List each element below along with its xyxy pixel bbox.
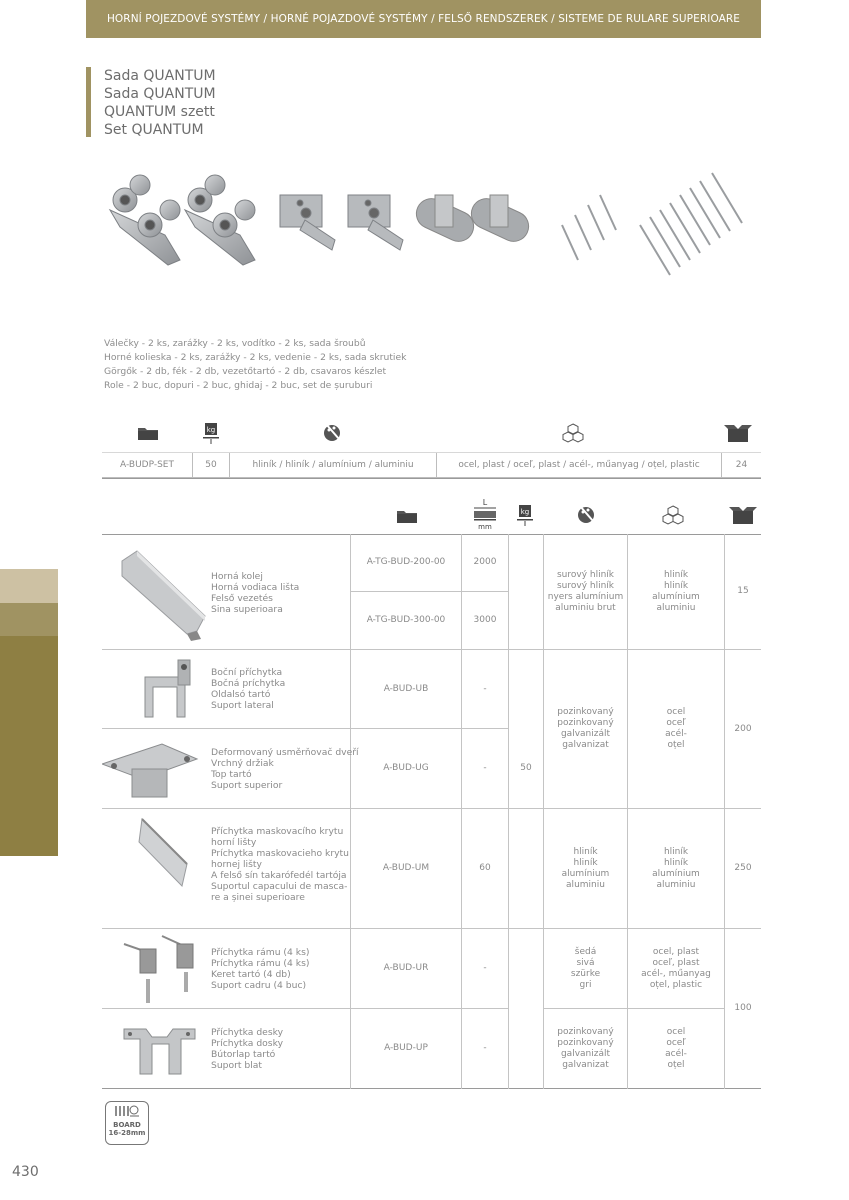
badge-label: BOARD (113, 1121, 141, 1129)
set-table (102, 453, 761, 478)
rail-names: Horná kolej Horná vodiaca lišta Felső vezetés Sina superioara (211, 571, 300, 615)
code-top-holder: A-BUD-UG (383, 763, 429, 773)
palette-icon (576, 504, 596, 524)
cover-holder-image (137, 814, 192, 889)
cubes-icon (562, 422, 584, 444)
weight-kg-icon (517, 502, 533, 528)
side-bracket-names: Boční příchytka Bočná príchytka Oldalsó tartó Suport lateral (211, 667, 286, 711)
set-material: ocel, plast / oceľ, plast / acél-, műanyag / oțel, plastic (437, 453, 722, 478)
top-holder-names: Deformovaný usměrňovač dveří Vrchný držiak Top tartó Suport superior (211, 747, 359, 791)
cover-holder-names: Příchytka maskovacího krytu horní lišty Príchytka maskovacieho krytu hornej lišty A felső sín takarófedél tartója Suportul capacului de masca- re a șinei superioare (211, 826, 349, 903)
set-table-bottom-border (102, 478, 761, 479)
top-holder-image (102, 739, 202, 799)
finish-rail: surový hliník surový hliník nyers alumínium aluminiu brut (547, 569, 624, 613)
quantum-set-product-image (100, 165, 750, 290)
svg-text:kg: kg (206, 426, 216, 434)
box-icon (729, 505, 757, 525)
set-finish: hliník / hliník / alumínium / aluminiu (230, 453, 437, 478)
side-bracket-image (140, 657, 200, 722)
finish-frame-holder: šedá sivá szürke gri (570, 946, 601, 990)
description-cz: Válečky - 2 ks, zarážky - 2 ks, vodítko - 2 ks, sada šroubů (104, 338, 366, 349)
description-hu: Görgők - 2 db, fék - 2 db, vezetőtartó - 2 db, csavaros készlet (104, 366, 387, 377)
pack-ub-ug: 200 (734, 723, 752, 734)
finish-ub-ug: pozinkovaný pozinkovaný galvanizált galvanizat (557, 707, 614, 750)
description-sk: Horné kolieska - 2 ks, zarážky - 2 ks, vedenie - 2 ks, sada skrutiek (104, 352, 407, 363)
box-icon (724, 423, 752, 443)
side-tab-mid (0, 603, 58, 636)
material-ub-ug: ocel oceľ acél- oțel (665, 707, 687, 750)
material-cover-holder: hliník hliník alumínium aluminiu (652, 846, 700, 890)
board-thickness-badge (105, 1101, 149, 1145)
material-rail: hliník hliník alumínium aluminiu (652, 569, 700, 613)
length-side-bracket: - (483, 683, 487, 694)
material-board-holder: ocel oceľ acél- oțel (665, 1026, 687, 1070)
set-pack: 24 (722, 453, 762, 478)
weight-kg-icon (203, 420, 219, 446)
finish-board-holder: pozinkovaný pozinkovaný galvanizált galvanizat (557, 1026, 614, 1070)
parts-table (102, 534, 761, 1089)
section-title: HORNÍ POJEZDOVÉ SYSTÉMY / HORNÉ POJAZDOVÉ SYSTÉMY / FELSŐ RENDSZEREK / SISTEME DE RULARE SUPERIOARE (106, 13, 741, 25)
length-rail-3000: 3000 (473, 615, 497, 625)
code-rail-2000: A-TG-BUD-200-00 (366, 557, 446, 567)
side-tab-dark (0, 636, 58, 856)
badge-range: 16-28mm (108, 1129, 146, 1137)
length-rail-2000: 2000 (473, 557, 497, 567)
set-table-icon-header (102, 420, 762, 450)
product-title-sk: Sada QUANTUM (104, 86, 216, 102)
side-tab-light (0, 569, 58, 603)
description-ro: Role - 2 buc, dopuri - 2 buc, ghidaj - 2 buc, set de șuruburi (104, 380, 373, 391)
set-table-row (102, 453, 761, 478)
material-frame-holder: ocel, plast oceľ, plast acél-, műanyag oțel, plastic (641, 946, 711, 990)
code-side-bracket: A-BUD-UB (383, 683, 429, 694)
svg-text:mm: mm (478, 523, 492, 531)
product-title-cz: Sada QUANTUM (104, 68, 216, 84)
pack-cover-holder: 250 (734, 863, 752, 873)
frame-holder-names: Příchytka rámu (4 ks) Príchytka rámu (4 ks) Keret tartó (4 db) Suport cadru (4 buc) (211, 947, 310, 991)
set-description (104, 337, 406, 393)
product-title-hu: QUANTUM szett (104, 104, 215, 120)
parts-table-icon-header (102, 498, 762, 536)
svg-text:L: L (482, 498, 488, 507)
code-board-holder: A-BUD-UP (384, 1043, 428, 1053)
pack-ur-up: 100 (734, 1003, 752, 1013)
finish-cover-holder: hliník hliník alumínium aluminiu (561, 846, 610, 890)
title-accent-bar (86, 67, 91, 137)
pack-rail: 15 (737, 586, 749, 596)
code-cover-holder: A-BUD-UM (382, 863, 430, 873)
length-top-holder: - (483, 763, 487, 773)
length-cover-holder: 60 (479, 863, 491, 873)
svg-text:kg: kg (520, 508, 530, 516)
palette-icon (322, 422, 342, 442)
shared-weight: 50 (520, 763, 532, 773)
cubes-icon (662, 504, 684, 526)
section-header (86, 0, 761, 38)
board-holder-names: Příchytka desky Príchytka dosky Bútorlap tartó Suport blat (211, 1027, 284, 1071)
frame-holder-image (122, 934, 207, 1006)
product-title-ro: Set QUANTUM (104, 122, 204, 138)
folder-icon (137, 425, 159, 441)
length-mm-icon (472, 497, 498, 531)
set-weight: 50 (193, 453, 230, 478)
folder-icon (396, 508, 418, 524)
page-number: 430 (12, 1164, 39, 1180)
length-frame-holder: - (483, 963, 487, 973)
code-rail-3000: A-TG-BUD-300-00 (366, 615, 446, 625)
length-board-holder: - (483, 1043, 487, 1053)
top-rail-image (117, 546, 207, 641)
board-holder-image (122, 1024, 197, 1079)
code-frame-holder: A-BUD-UR (383, 963, 429, 973)
set-code: A-BUDP-SET (102, 453, 193, 478)
board-icon (114, 1105, 140, 1117)
